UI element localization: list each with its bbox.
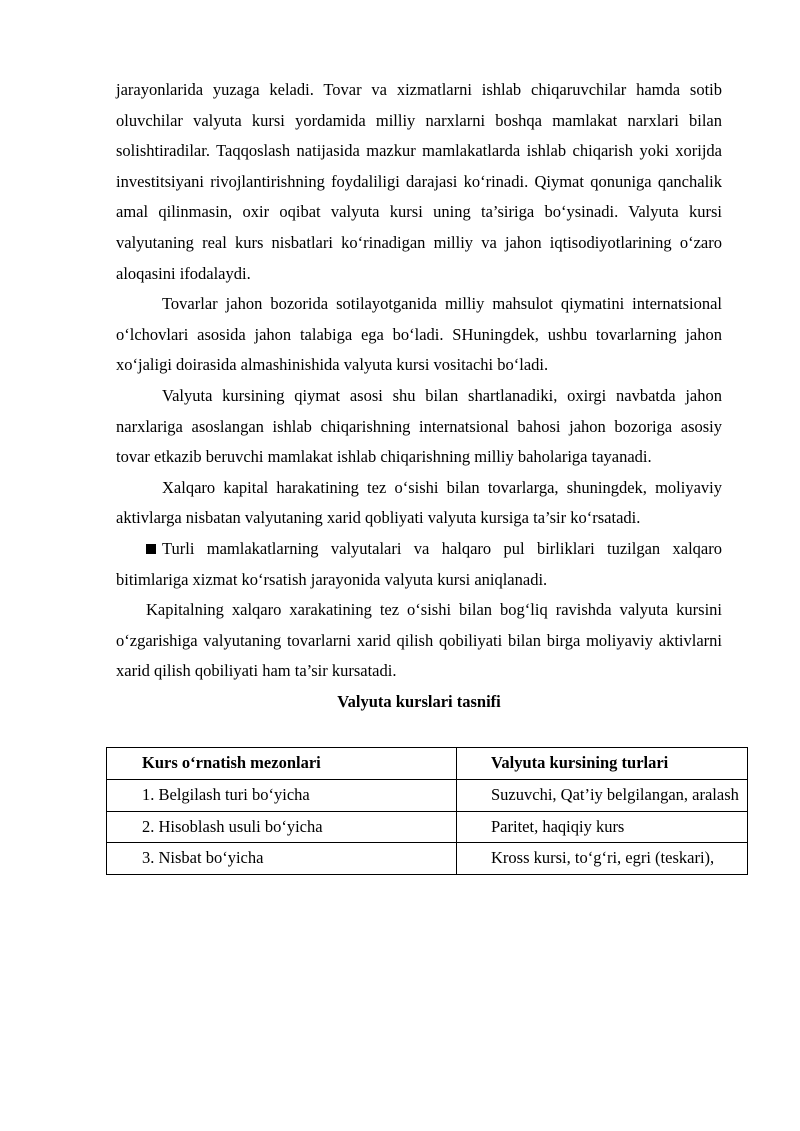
paragraph: Kapitalning xalqaro xarakatining tez o‘sishi bilan bog‘liq ravishda valyuta kursini o‘zgarishiga valyutaning tovarlarni xarid qilish qobiliyati bilan birga moliyaviy aktivlarni xarid qilish qobiliyati ham ta’sir kursatadi. [116,600,722,681]
paragraph: Valyuta kursining qiymat asosi shu bilan shartlanadiki, oxirgi navbatda jahon narxlariga asoslangan ishlab chiqarishning internatsional bahosi jahon bozoriga asosiy tovar etkazib beruvchi mamlakat ishlab chiqarishning milliy baholariga tayanadi. [116,385,722,467]
paragraph: Tovarlar jahon bozorida sotilayotganida milliy mahsulot qiymatini internatsional o‘lchovlari asosida jahon talabiga ega bo‘ladi. SHuningdek, ushbu tovarlarning jahon xo‘jaligi doirasida almashinishida valyuta kursi vositachi bo‘ladi. [116,294,722,375]
spacer [116,717,722,747]
paragraph: Xalqaro kapital harakatining tez o‘sishi bilan tovarlarga, shuningdek, moliyaviy aktivlarga nisbatan valyutaning xarid qobliyati valyuta kursiga ta’sir ko‘rsatadi. [116,477,722,528]
table-row [107,843,748,875]
table-cell [457,843,748,875]
bullet-paragraph [116,534,722,595]
paragraph: jarayonlarida yuzaga keladi. Tovar va xizmatlarni ishlab chiqaruvchilar hamda sotib oluvchilar valyuta kursi yordamida milliy narxlarni boshqa mamlakat narxlari bilan solishtiradilar. Taqqoslash natijasida mazkur mamlakatlarda ishlab chiqarish yoki xorijda investitsiyani rivojlantirishning foydaliligi darajasi ko‘rinadi. Qiymat qonuniga qanchalik amal qilinmasin, oxir oqibat valyuta kursi uning ta’siriga bo‘ysinadi. Valyuta kursi valyutaning real kurs nisbatlari ko‘rinadigan milliy va jahon iqtisodiyotlarining o‘zaro aloqasini ifodalaydi. [116,80,722,283]
table-row [107,811,748,843]
document-body [116,75,739,875]
table-header-cell: Kurs o‘rnatish mezonlari [107,748,457,780]
bullet-text: Turli mamlakatlarning valyutalari va halqaro pul birliklari tuzilgan xalqaro bitimlariga xizmat ko‘rsatish jarayonida valyuta kursi aniqlanadi. [116,538,722,589]
table-cell: 3. Nisbat bo‘yicha [107,843,457,875]
table-header-cell [457,748,748,780]
table-cell: 1. Belgilash turi bo‘yicha [107,780,457,812]
table-title: Valyuta kurslari tasnifi [337,691,501,711]
table-cell [457,811,748,843]
table-cell-text: Kross kursi, to‘g‘ri, egri (teskari), [491,848,715,868]
table-row [107,780,748,812]
square-bullet-icon [146,544,156,554]
table-header-row [107,748,748,780]
classification-table [106,747,748,874]
table-cell: 2. Hisoblash usuli bo‘yicha [107,811,457,843]
table-cell [457,780,748,812]
table-cell-text: Paritet, haqiqiy kurs [491,816,625,836]
table-header-text: Valyuta kursining turlari [491,753,669,773]
table-cell-text: Suzuvchi, Qat’iy belgilangan, aralash [491,785,739,805]
